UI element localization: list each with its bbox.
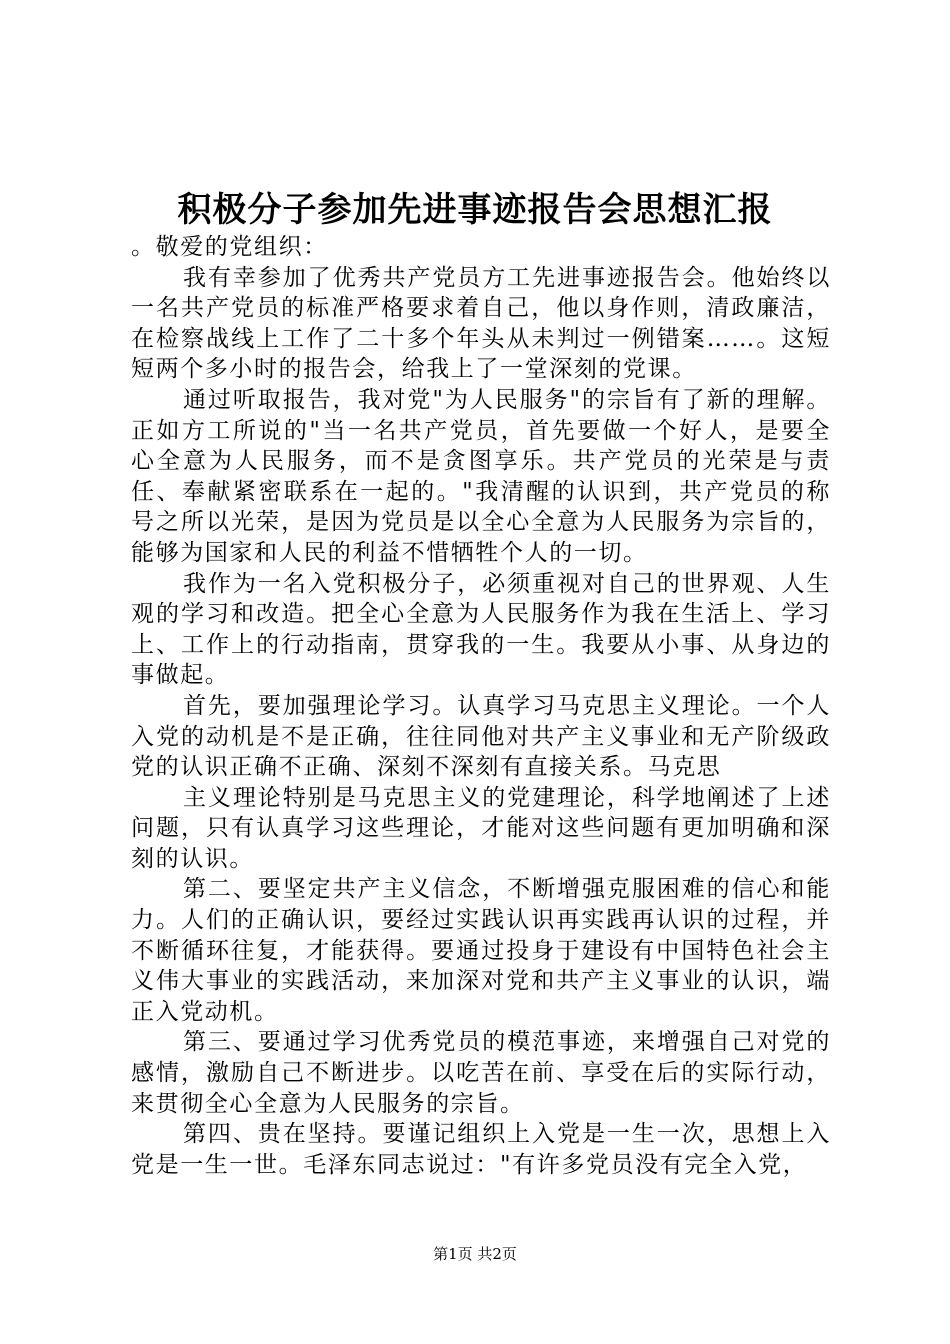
paragraph-6: 第二、要坚定共产主义信念，不断增强克服困难的信心和能力。人们的正确认识，要经过实践认识再实践再认识的过程，并不断循环往复，才能获得。要通过投身于建设有中国特色社会主义伟大事业的实践活动，来加深对党和共产主义事业的认识，端正入党动机。 (131, 876, 831, 1025)
paragraph-5: 主义理论特别是马克思主义的党建理论，科学地阐述了上述问题，只有认真学习这些理论，才能对这些问题有更加明确和深刻的认识。 (131, 784, 831, 872)
paragraph-3: 我作为一名入党积极分子，必须重视对自己的世界观、人生观的学习和改造。把全心全意为人民服务作为我在生活上、学习上、工作上的行动指南，贯穿我的一生。我要从小事、从身边的事做起。 (131, 570, 831, 689)
page-number-footer: 第1页 共2页 (433, 1245, 517, 1263)
document-body (131, 232, 831, 1180)
paragraph-1: 我有幸参加了优秀共产党员方工先进事迹报告会。他始终以一名共产党员的标准严格要求着自己，他以身作则，清政廉洁，在检察战线上工作了二十多个年头从未判过一例错案……。这短短两个多小时的报告会，给我上了一堂深刻的党课。 (131, 264, 831, 383)
paragraph-2: 通过听取报告，我对党"为人民服务"的宗旨有了新的理解。正如方工所说的"当一名共产党员，首先要做一个好人，是要全心全意为人民服务，而不是贪图享乐。共产党员的光荣是与责任、奉献紧密联系在一起的。"我清醒的认识到，共产党员的称号之所以光荣，是因为党员是以全心全意为人民服务为宗旨的，能够为国家和人民的利益不惜牺牲个人的一切。 (131, 386, 831, 566)
paragraph-7: 第三、要通过学习优秀党员的模范事迹，来增强自己对党的感情，激励自己不断进步。以吃苦在前、享受在后的实际行动，来贯彻全心全意为人民服务的宗旨。 (131, 1029, 831, 1117)
paragraph-4: 首先，要加强理论学习。认真学习马克思主义理论。一个人入党的动机是不是正确，往往同他对共产主义事业和无产阶级政党的认识正确不正确、深刻不深刻有直接关系。马克思 (131, 692, 831, 781)
salutation: 。敬爱的党组织： (131, 234, 328, 260)
paragraph-8: 第四、贵在坚持。要谨记组织上入党是一生一次，思想上入党是一生一世。毛泽东同志说过："有许多党员没有完全入党， (131, 1121, 831, 1178)
document-title: 积极分子参加先进事迹报告会思想汇报 (177, 190, 773, 230)
